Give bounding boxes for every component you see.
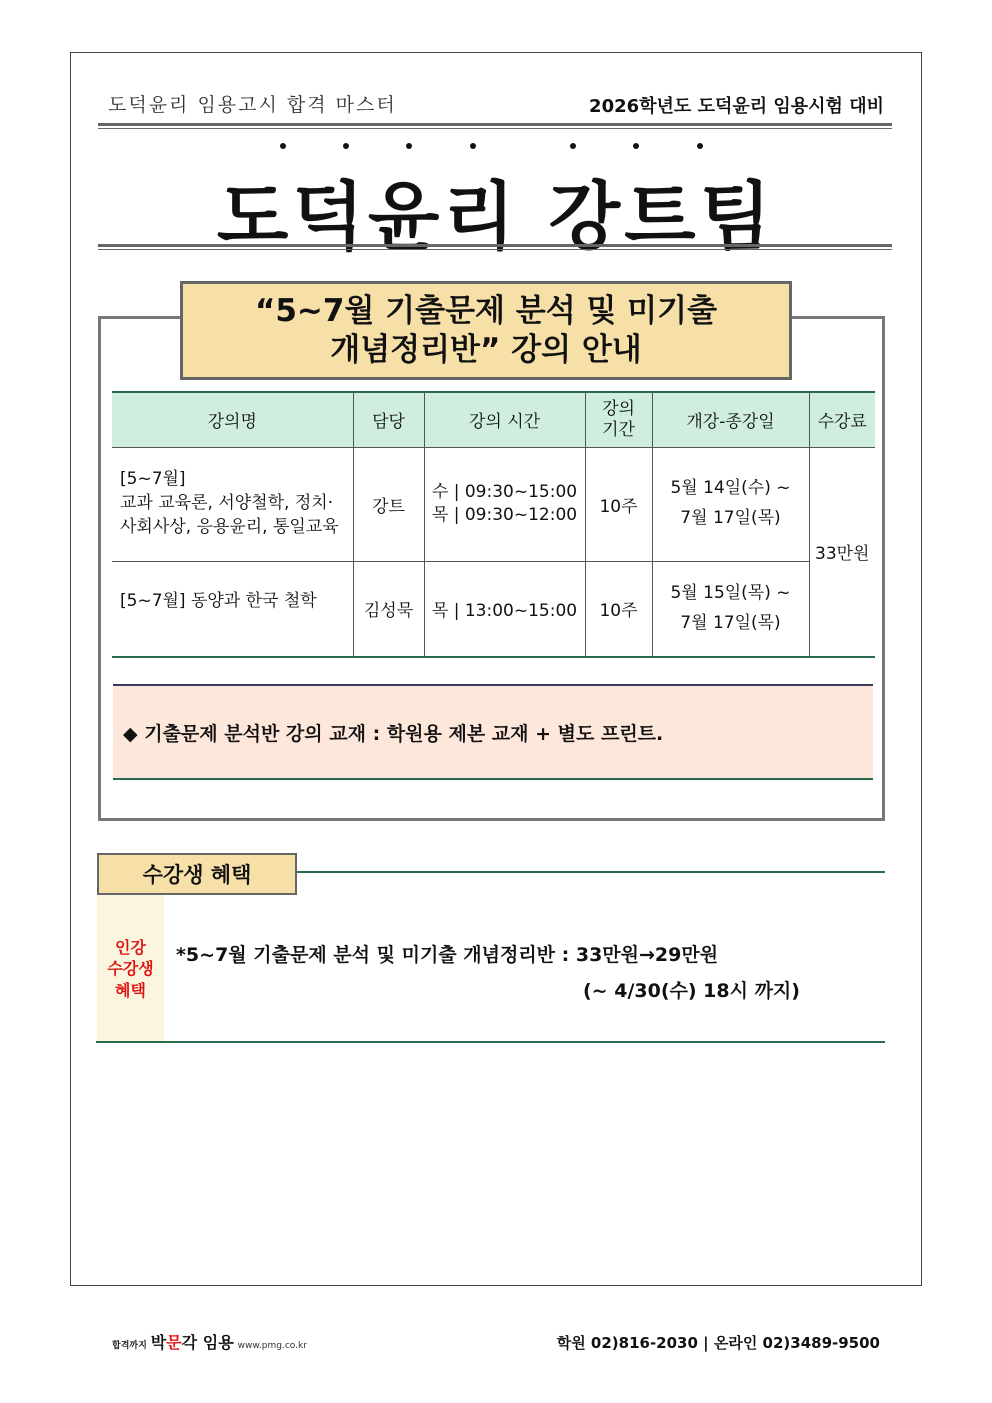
- cell-dates: [652, 561, 809, 657]
- emphasis-dot: [570, 143, 576, 149]
- cell-period: 10주: [585, 561, 652, 657]
- emphasis-dots: [0, 143, 992, 155]
- col-header-teacher: 담당: [353, 392, 424, 447]
- emphasis-dot: [280, 143, 286, 149]
- brand-text-accent: 문: [166, 1333, 182, 1352]
- brand-text: 박: [150, 1333, 167, 1352]
- cell-lecture-name: [112, 447, 353, 561]
- benefit-deadline-text: (~ 4/30(수) 18시 까지): [583, 980, 800, 1002]
- cell-teacher: 김성묵: [353, 561, 424, 657]
- header-right-text: 2026학년도 도덕윤리 임용시험 대비: [589, 96, 884, 117]
- cell-fee: 33만원: [809, 447, 875, 657]
- emphasis-dot: [406, 143, 412, 149]
- cell-time: 목 | 13:00~15:00: [424, 561, 585, 657]
- footer-logo: [112, 1330, 307, 1353]
- date-end: 7월 17일(목): [680, 612, 781, 633]
- emphasis-dot: [633, 143, 639, 149]
- time-line: 수 | 09:30~15:00: [431, 482, 578, 503]
- lecture-name-line: 사회사상, 응용윤리, 통일교육: [120, 516, 339, 537]
- col-header-fee: 수강료: [809, 392, 875, 447]
- emphasis-dot: [343, 143, 349, 149]
- cell-period: 10주: [585, 447, 652, 561]
- table-row: [112, 561, 875, 657]
- benefits-tab: 수강생 혜택: [97, 853, 297, 895]
- cell-time: [424, 447, 585, 561]
- title-rule: [98, 244, 892, 250]
- date-end: 7월 17일(목): [680, 508, 781, 528]
- col-header-dates: 개강-종강일: [652, 392, 809, 447]
- lecture-banner: [180, 281, 792, 380]
- lecture-name-line: [5~7월] 동양과 한국 철학: [120, 590, 317, 611]
- footer-contact: 학원 02)816-2030 | 온라인 02)3489-9500: [556, 1334, 880, 1352]
- header-rule: [98, 123, 892, 129]
- emphasis-dot: [697, 143, 703, 149]
- col-header-period: [585, 392, 652, 447]
- col-header-period-line2: 기간: [602, 419, 635, 440]
- lecture-table: [112, 391, 875, 658]
- table-row: [112, 447, 875, 561]
- col-header-period-line1: 강의: [602, 398, 635, 419]
- benefits-top-rule: [297, 871, 885, 873]
- date-start: 5월 14일(수) ~: [670, 478, 791, 499]
- benefits-side-label: [97, 895, 164, 1043]
- lecture-name-line: 교과 교육론, 서양철학, 정치·: [120, 493, 334, 514]
- page-title: 도덕윤리 강트팀: [216, 174, 776, 260]
- benefits-side-line: 수강생: [107, 959, 154, 979]
- header-left-text: 도덕윤리 임용고시 합격 마스터: [108, 94, 397, 116]
- banner-line-1: “5~7월 기출문제 분석 및 미기출: [254, 292, 718, 329]
- footer-url[interactable]: www.pmg.co.kr: [237, 1341, 307, 1351]
- banner-line-2: 개념정리반” 강의 안내: [330, 331, 642, 368]
- benefits-bottom-rule: [96, 1041, 885, 1043]
- col-header-name: 강의명: [112, 392, 353, 447]
- benefits-side-line: 인강: [115, 937, 146, 957]
- brand-logo: [151, 1330, 234, 1353]
- cell-teacher: 강트: [353, 447, 424, 561]
- cell-dates: [652, 447, 809, 561]
- table-header-row: [112, 392, 875, 447]
- date-start: 5월 15일(목) ~: [670, 583, 791, 603]
- emphasis-dot: [470, 143, 476, 149]
- cell-lecture-name: [112, 561, 353, 657]
- footer-tagline: 합격까지: [112, 1341, 147, 1351]
- lecture-name-line: [5~7월]: [120, 469, 186, 490]
- brand-text: 각 임용: [181, 1333, 234, 1352]
- benefits-side-line: 혜택: [115, 980, 146, 1000]
- time-line: 목 | 09:30~12:00: [431, 505, 578, 525]
- benefit-discount-text: *5~7월 기출문제 분석 및 미기출 개념정리반 : 33만원→29만원: [176, 944, 719, 966]
- textbook-note: ◆ 기출문제 분석반 강의 교재 : 학원용 제본 교재 + 별도 프린트.: [113, 684, 873, 780]
- col-header-time: 강의 시간: [424, 392, 585, 447]
